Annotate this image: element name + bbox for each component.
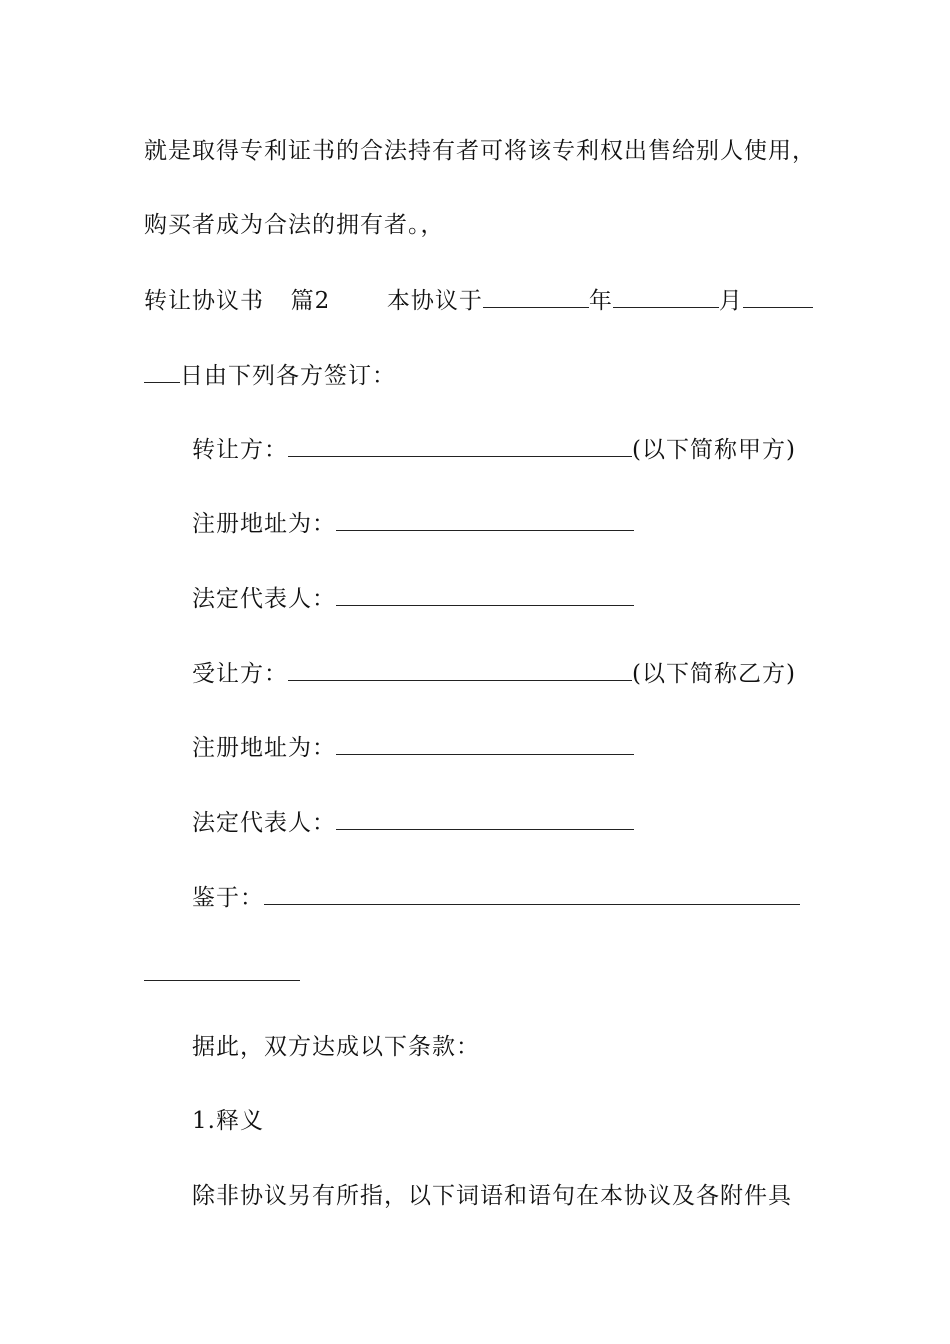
whereas-label: 鉴于：	[192, 885, 264, 911]
agreement-heading-line	[144, 285, 813, 316]
whereas-blank	[264, 882, 800, 905]
year-label: 年	[588, 288, 613, 314]
reg-address-line-2	[192, 732, 634, 763]
transferee-line	[192, 658, 796, 689]
agreement-text: 据此，双方达成以下条款：	[192, 1034, 480, 1060]
reg-address-line-1	[192, 508, 634, 539]
transferor-line	[192, 434, 796, 465]
paragraph-line	[144, 136, 816, 166]
transferee-blank	[288, 658, 632, 681]
paragraph-text: 购买者成为合法的拥有者。，	[144, 212, 445, 238]
reg-address-blank	[336, 508, 634, 531]
reg-address-label: 注册地址为：	[192, 511, 336, 537]
year-blank	[483, 285, 589, 308]
paragraph-text: 就是取得专利证书的合法持有者可将该专利权出售给别人使用，	[144, 138, 816, 164]
clause-title: 1.释义	[192, 1108, 264, 1134]
transferee-label: 受让方：	[192, 661, 288, 687]
day-blank-part2	[144, 360, 180, 383]
intro-suffix-text: 日由下列各方签订：	[180, 363, 396, 389]
legal-rep-label: 法定代表人：	[192, 810, 336, 836]
day-blank-part1	[743, 285, 813, 308]
month-label: 月	[718, 288, 743, 314]
month-blank	[613, 285, 719, 308]
reg-address-label: 注册地址为：	[192, 735, 336, 761]
paragraph-line	[144, 210, 445, 240]
reg-address-blank	[336, 732, 634, 755]
agreement-line	[192, 1032, 480, 1062]
intro-continuation-line	[144, 360, 396, 391]
transferee-note: (以下简称乙方)	[632, 661, 796, 687]
clause-text-line	[192, 1181, 792, 1211]
transferor-label: 转让方：	[192, 437, 288, 463]
document-title: 转让协议书	[144, 288, 264, 314]
legal-rep-blank	[336, 807, 634, 830]
legal-rep-line-2	[192, 807, 634, 838]
transferor-blank	[288, 434, 632, 457]
legal-rep-label: 法定代表人：	[192, 586, 336, 612]
whereas-line	[192, 882, 800, 913]
clause-text: 除非协议另有所指，以下词语和语句在本协议及各附件具	[192, 1183, 792, 1209]
transferor-note: (以下简称甲方)	[632, 437, 796, 463]
clause-heading-line	[192, 1106, 264, 1136]
whereas-blank-continuation	[144, 980, 300, 981]
section-label: 篇2	[290, 288, 331, 314]
intro-text: 本协议于	[386, 288, 483, 314]
legal-rep-line-1	[192, 583, 634, 614]
legal-rep-blank	[336, 583, 634, 606]
